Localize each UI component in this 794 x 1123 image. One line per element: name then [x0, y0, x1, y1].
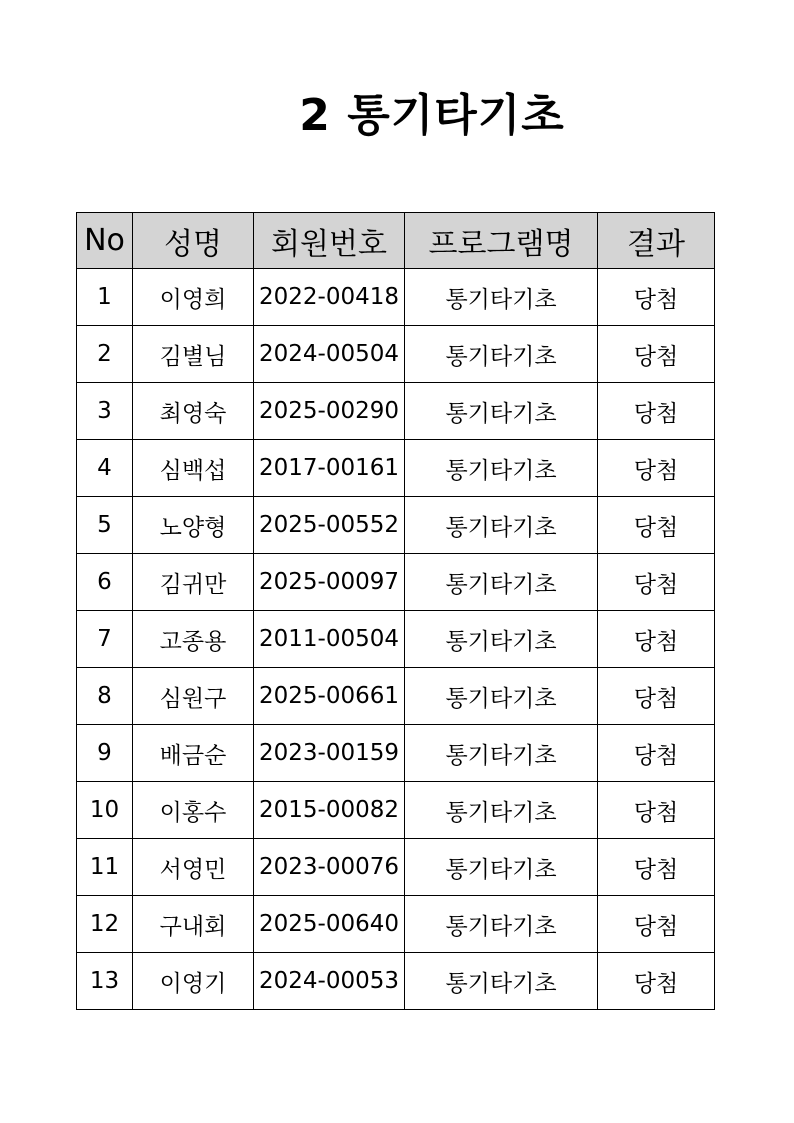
cell-name: 이홍수: [133, 782, 254, 839]
cell-no: 3: [77, 383, 133, 440]
cell-no: 5: [77, 497, 133, 554]
cell-name: 서영민: [133, 839, 254, 896]
cell-result: 당첨: [598, 326, 715, 383]
cell-no: 4: [77, 440, 133, 497]
cell-member-id: 2023-00159: [254, 725, 405, 782]
table-row: [77, 782, 715, 839]
cell-no: 2: [77, 326, 133, 383]
cell-member-id: 2025-00661: [254, 668, 405, 725]
cell-no: 11: [77, 839, 133, 896]
table-row: [77, 668, 715, 725]
cell-result: 당첨: [598, 611, 715, 668]
cell-result: 당첨: [598, 725, 715, 782]
cell-name: 심원구: [133, 668, 254, 725]
cell-member-id: 2025-00640: [254, 896, 405, 953]
header-program: 프로그램명: [405, 213, 598, 269]
cell-no: 6: [77, 554, 133, 611]
cell-program: 통기타기초: [405, 839, 598, 896]
cell-result: 당첨: [598, 782, 715, 839]
header-member-id: 회원번호: [254, 213, 405, 269]
table-row: [77, 896, 715, 953]
cell-program: 통기타기초: [405, 611, 598, 668]
cell-program: 통기타기초: [405, 782, 598, 839]
header-name: 성명: [133, 213, 254, 269]
cell-no: 1: [77, 269, 133, 326]
cell-program: 통기타기초: [405, 668, 598, 725]
cell-name: 이영희: [133, 269, 254, 326]
table-row: [77, 269, 715, 326]
cell-member-id: 2025-00552: [254, 497, 405, 554]
cell-member-id: 2025-00290: [254, 383, 405, 440]
cell-program: 통기타기초: [405, 440, 598, 497]
cell-program: 통기타기초: [405, 554, 598, 611]
header-no: No: [77, 213, 133, 269]
cell-name: 노양형: [133, 497, 254, 554]
table-row: [77, 839, 715, 896]
cell-program: 통기타기초: [405, 269, 598, 326]
cell-program: 통기타기초: [405, 725, 598, 782]
cell-program: 통기타기초: [405, 383, 598, 440]
table-row: [77, 554, 715, 611]
page-title: 2 통기타기초: [299, 90, 565, 141]
cell-program: 통기타기초: [405, 896, 598, 953]
cell-member-id: 2024-00504: [254, 326, 405, 383]
cell-result: 당첨: [598, 554, 715, 611]
cell-result: 당첨: [598, 383, 715, 440]
cell-no: 9: [77, 725, 133, 782]
cell-result: 당첨: [598, 440, 715, 497]
table-row: [77, 611, 715, 668]
cell-name: 김별님: [133, 326, 254, 383]
cell-result: 당첨: [598, 497, 715, 554]
cell-result: 당첨: [598, 953, 715, 1010]
cell-name: 고종용: [133, 611, 254, 668]
cell-program: 통기타기초: [405, 497, 598, 554]
header-result: 결과: [598, 213, 715, 269]
table-header-row: [77, 213, 715, 269]
cell-name: 구내회: [133, 896, 254, 953]
cell-member-id: 2022-00418: [254, 269, 405, 326]
cell-result: 당첨: [598, 668, 715, 725]
cell-no: 7: [77, 611, 133, 668]
cell-program: 통기타기초: [405, 326, 598, 383]
cell-member-id: 2011-00504: [254, 611, 405, 668]
cell-program: 통기타기초: [405, 953, 598, 1010]
cell-no: 8: [77, 668, 133, 725]
cell-member-id: 2017-00161: [254, 440, 405, 497]
table-row: [77, 383, 715, 440]
cell-name: 이영기: [133, 953, 254, 1010]
cell-member-id: 2025-00097: [254, 554, 405, 611]
cell-result: 당첨: [598, 839, 715, 896]
cell-name: 심백섭: [133, 440, 254, 497]
table-row: [77, 953, 715, 1010]
cell-result: 당첨: [598, 269, 715, 326]
cell-name: 김귀만: [133, 554, 254, 611]
table-row: [77, 440, 715, 497]
cell-no: 12: [77, 896, 133, 953]
table-row: [77, 497, 715, 554]
cell-no: 13: [77, 953, 133, 1010]
cell-member-id: 2023-00076: [254, 839, 405, 896]
table-row: [77, 725, 715, 782]
cell-name: 배금순: [133, 725, 254, 782]
cell-member-id: 2015-00082: [254, 782, 405, 839]
cell-no: 10: [77, 782, 133, 839]
cell-name: 최영숙: [133, 383, 254, 440]
cell-result: 당첨: [598, 896, 715, 953]
table-row: [77, 326, 715, 383]
lottery-results-table: [76, 212, 715, 1010]
cell-member-id: 2024-00053: [254, 953, 405, 1010]
